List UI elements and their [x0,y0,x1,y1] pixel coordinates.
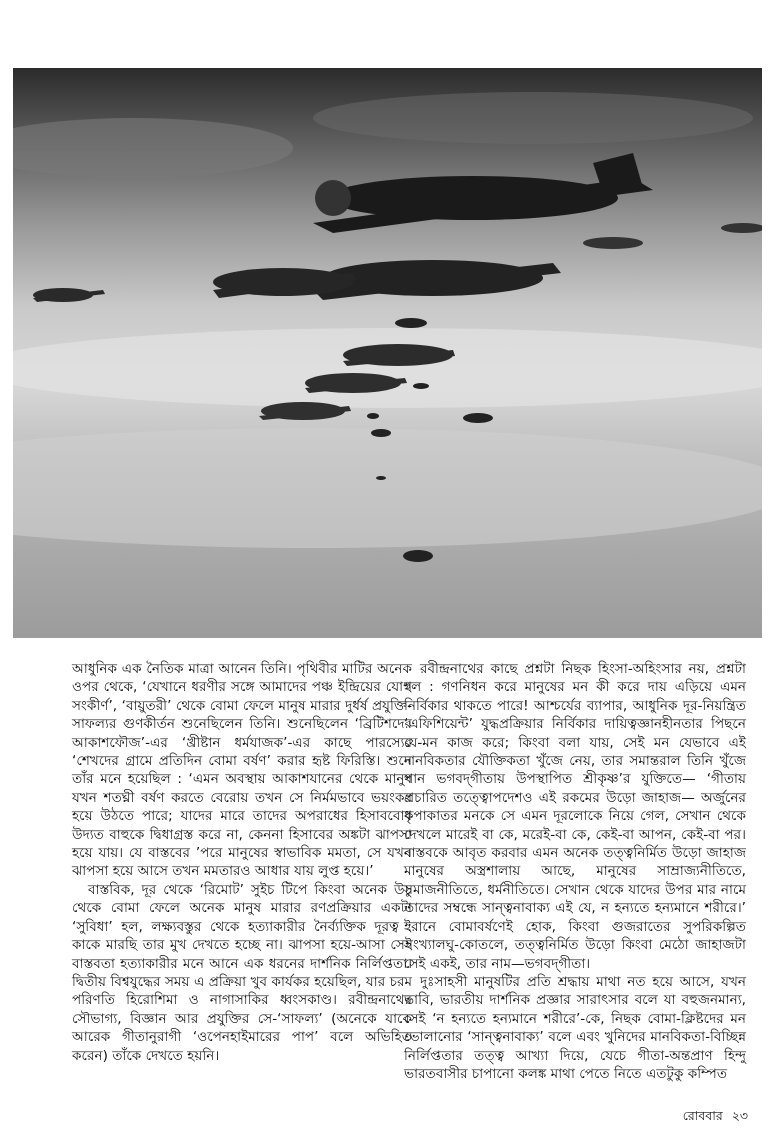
magazine-name: রোববার [682,1108,723,1123]
page-footer [683,1108,748,1128]
article-column-left [72,660,412,1065]
article-column-right [404,660,746,1083]
bomber-formation-illustration [13,68,762,638]
bomber-formation-photo [13,68,762,638]
page-number: ২৩ [731,1108,748,1123]
paragraph: দুঃসাহসী মানুষটির প্রতি শ্রদ্ধায় মাথা নত হয়ে আসে, যখন ভাবি, ভারতীয় দার্শনিক প্রজ্ঞার সারাৎসার বলে যা বহুজনমান্য, সেই ‘ন হন্যতে হন্যমানে শরীরে’-কে, নিছক বোমা-ক্লিষ্টদের মন ভোলানোর ‘সান্ত্বনাবাক্য’ বলে এবং খুনিদের মানবিকতা-বিচ্ছিন্ন নির্লিপ্ততার তত্ত্ব আখ্যা দিয়ে, যেচে গীতা-অন্তপ্রাণ হিন্দু ভারতবাসীর চাপানো কলঙ্ক মাথা পেতে নিতে এতটুকু কম্পিত [404,973,746,1082]
paragraph: আধুনিক এক নৈতিক মাত্রা আনেন তিনি। পৃথিবীর মাটির অনেক ওপর থেকে, ‘যেখানে ধরণীর সঙ্গে আমাদের পঞ্চ ইন্দ্রিয়ের যোগ সংকীর্ণ’, ‘বায়ুতরী’ থেকে বোমা ফেলে মানুষ মারার দুর্ধর্ষ প্রযুক্তি-সাফল্যর গুণকীর্তন শুনেছিলেন তিনি। শুনেছিলেন ‘ব্রিটিশদের আকাশফৌজ’-এর ‘খ্রীষ্টান ধর্মযাজক’-এর কাছে পারস্যের ‘শেখদের গ্রামে প্রতিদিন বোমা বর্ষণ’ করার হৃষ্ট ফিরিস্তি। শুনে তাঁর মনে হয়েছিল : ‘এমন অবস্থায় আকাশযানের থেকে মানুষ যখন শতঘ্নী বর্ষণ করতে বেরোয় তখন সে নির্মমভাবে ভয়ংকর হয়ে উঠতে পারে; যাদের মারে তাদের অপরাধের হিসাববোধ উদ্যত বাহুকে দ্বিধাগ্রস্ত করে না, কেননা হিসাবের অঙ্কটা ঝাপসা হয়ে যায়। যে বাস্তবের ’পরে মানুষের স্বাভাবিক মমতা, সে যখন ঝাপসা হয়ে আসে তখন মমতারও আধার যায় লুপ্ত হয়ে।’ [72,661,412,880]
lead-plane [313,153,653,233]
paragraph: রবীন্দ্রনাথের কাছে প্রশ্নটা নিছক হিংসা-অহিংসার নয়, প্রশ্নটা হল : গণনিধন করে মানুষের মন কী করে দায় এড়িয়ে এমন নির্বিকার থাকতে পারে! আশ্চর্যের ব্যাপার, আধুনিক দূর-নিয়ন্ত্রিত ‘এফিশিয়েন্ট’ যুদ্ধপ্রক্রিয়ার নির্বিকার দায়িত্বজ্ঞানহীনতার পিছনে যে-মন কাজ করে; কিংবা বলা যায়, সেই মন যেভাবে এই দানবিকতার যৌক্তিকতা খুঁজে নেয়, তার সমান্তরাল তিনি খুঁজে পান ভগবদ্‌গীতায় উপস্থাপিত শ্রীকৃষ্ণ’র যুক্তিতে— ‘গীতায় প্রচারিত তত্ত্বোপদেশও এই রকমের উড়ো জাহাজ— অর্জুনের কৃপাকাতর মনকে সে এমন দূরলোকে নিয়ে গেল, সেখান থেকে দেখলে মারেই বা কে, মরেই-বা কে, কেই-বা আপন, কেই-বা পর। বাস্তবকে আবৃত করবার এমন অনেক তত্ত্বনির্মিত উড়ো জাহাজ মানুষের অস্ত্রশালায় আছে, মানুষের সাম্রাজ্যনীতিতে, সমাজনীতিতে, ধর্মনীতিতে। সেখান থেকে যাদের উপর মার নামে তাদের সম্বন্ধে সান্ত্বনাবাক্য এই যে, ন হন্যতে হন্যমানে শরীরে।’ ইরানে বোমাবর্ষণেই হোক, কিংবা গুজরাতের সুপরিকল্পিত সংখ্যালঘু-কোতলে, তত্ত্বনির্মিত উড়ো কিংবা মেঠো জাহাজটা সেই একই, তার নাম—ভগবদ্‌গীতা। [404,661,746,972]
plane [583,223,762,249]
paragraph: বাস্তবিক, দূর থেকে ‘রিমোট’ সুইচ টিপে কিংবা অনেক উচু থেকে বোমা ফেলে অনেক মানুষ মারার রণপ্রক্রিয়ার একটা ‘সুবিধা’ হল, লক্ষ্যবস্তুর থেকে হত্যাকারীর নৈর্ব্যক্তিক দূরত্ব : কাকে মারছি তার মুখ দেখতে হচ্ছে না। ঝাপসা হয়ে-আসা সেই বাস্তবতা হত্যাকারীর মনে আনে এক ধরনের দার্শনিক নির্লিপ্ততা। দ্বিতীয় বিশ্বযুদ্ধের সময় এ প্রক্রিয়া খুব কার্যকর হয়েছিল, যার চরম পরিণতি হিরোশিমা ও নাগাসাকির ধ্বংসকাণ্ড। রবীন্দ্রনাথের সৌভাগ্য, বিজ্ঞান আর প্রযুক্তির সে-‘সাফল্য’ (অনেকে যাকে আরেক গীতানুরাগী ‘ওপেনহাইমারের পাপ’ বলে অভিহিত করেন) তাঁকে দেখতে হয়নি। [72,881,412,1064]
plane [33,288,105,302]
